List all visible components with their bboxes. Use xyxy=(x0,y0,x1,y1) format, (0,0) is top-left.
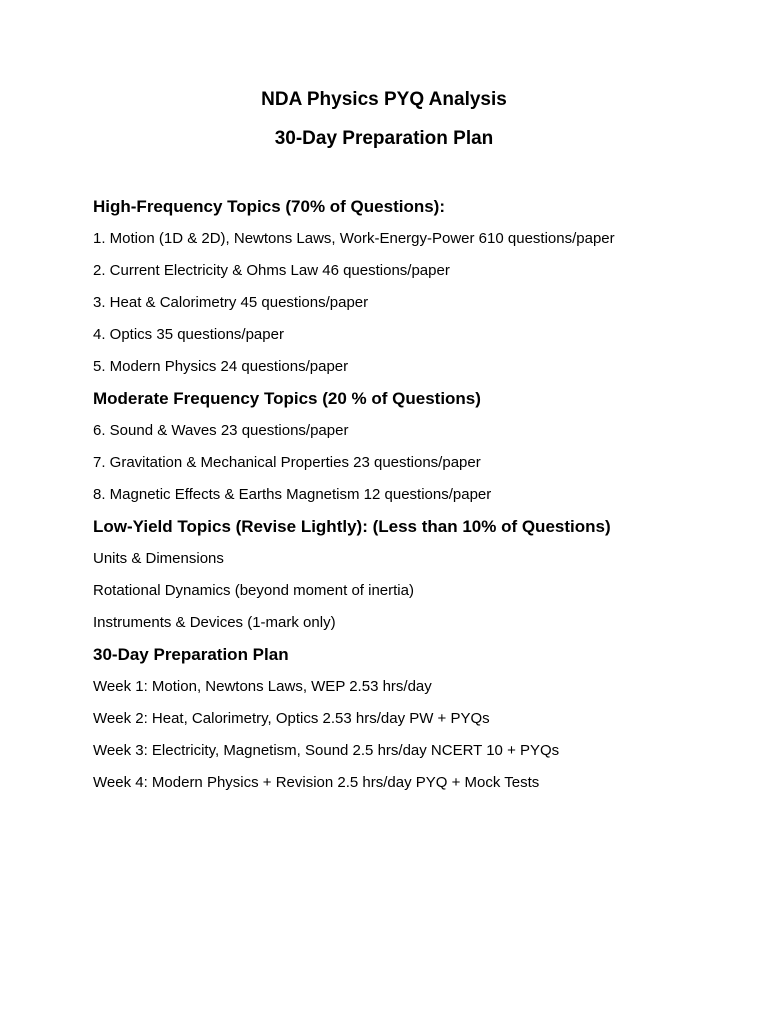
list-item: 4. Optics 35 questions/paper xyxy=(93,326,284,343)
list-item: Week 2: Heat, Calorimetry, Optics 2.53 hrs/day PW + PYQs xyxy=(93,710,490,727)
document-subtitle: 30-Day Preparation Plan xyxy=(274,128,494,149)
list-item: 2. Current Electricity & Ohms Law 46 questions/paper xyxy=(93,262,450,279)
list-item: 6. Sound & Waves 23 questions/paper xyxy=(93,422,349,439)
section-preparation-plan xyxy=(93,644,733,793)
section-high-frequency xyxy=(93,196,733,377)
list-item: 1. Motion (1D & 2D), Newtons Laws, Work-Energy-Power 610 questions/paper xyxy=(93,230,615,247)
document-body xyxy=(93,196,733,793)
list-item: Week 1: Motion, Newtons Laws, WEP 2.53 hrs/day xyxy=(93,678,432,695)
section-heading-high-frequency: High-Frequency Topics (70% of Questions): xyxy=(93,197,445,216)
list-item: Week 3: Electricity, Magnetism, Sound 2.5 hrs/day NCERT 10 + PYQs xyxy=(93,742,560,759)
section-moderate-frequency xyxy=(93,388,733,505)
section-heading-low-yield: Low-Yield Topics (Revise Lightly): (Less than 10% of Questions) xyxy=(93,517,611,536)
section-heading-moderate-frequency: Moderate Frequency Topics (20 % of Questions) xyxy=(93,389,481,408)
section-low-yield xyxy=(93,516,733,633)
section-heading-preparation-plan: 30-Day Preparation Plan xyxy=(93,645,289,664)
list-item: Rotational Dynamics (beyond moment of inertia) xyxy=(93,582,414,599)
list-item: 8. Magnetic Effects & Earths Magnetism 12 questions/paper xyxy=(93,486,492,503)
list-item: Week 4: Modern Physics + Revision 2.5 hrs/day PYQ + Mock Tests xyxy=(93,774,540,791)
list-item: Instruments & Devices (1-mark only) xyxy=(93,614,336,631)
list-item: 3. Heat & Calorimetry 45 questions/paper xyxy=(93,294,369,311)
list-item: 5. Modern Physics 24 questions/paper xyxy=(93,358,349,375)
document-title: NDA Physics PYQ Analysis xyxy=(261,89,507,110)
list-item: Units & Dimensions xyxy=(93,550,224,567)
list-item: 7. Gravitation & Mechanical Properties 23 questions/paper xyxy=(93,454,481,471)
